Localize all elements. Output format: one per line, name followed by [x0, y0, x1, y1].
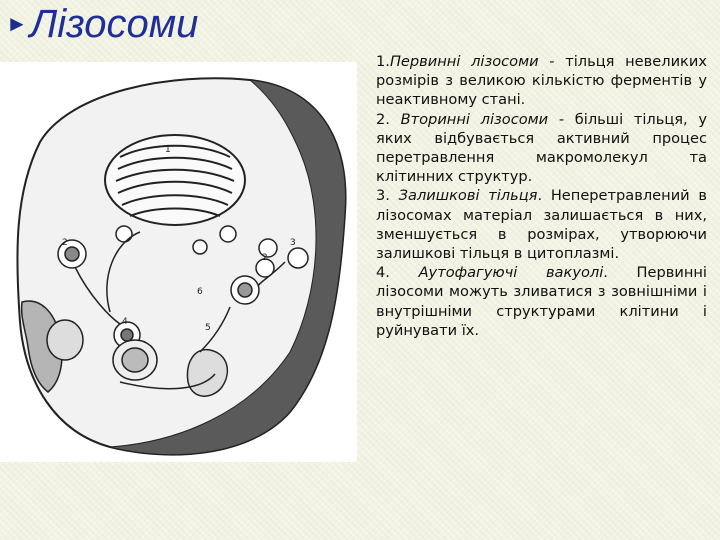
text-item: 3. Залишкові тільця. Неперетравлений в лізосомах матеріал залишається в них, зменшується в розмірах, утворюючи залишкові тільця в цитоплазмі.: [376, 187, 707, 263]
text-item: 2. Вторинні лізосоми - більші тільця, у яких відбувається активний процес перетравлення макромолекул та клітинних структур.: [376, 110, 707, 186]
bullet-arrow-icon: ►: [6, 11, 28, 36]
diagram-label: 6: [197, 287, 203, 297]
cell-diagram-svg: [0, 62, 357, 462]
diagram-label: 1: [165, 145, 171, 155]
golgi-apparatus: [105, 135, 245, 225]
diagram-label: 5: [205, 323, 211, 333]
diagram-label: 2: [62, 238, 68, 248]
text-item: 1.Первинні лізосоми - тільця невеликих розмірів з великою кількістю ферментів у неактивному стані.: [376, 53, 707, 109]
diagram-label: 3: [290, 238, 296, 248]
lysosome-cell-diagram: [0, 62, 357, 462]
diagram-label: 4: [122, 317, 128, 327]
lysosome-description: [376, 52, 707, 340]
diagram-label: 2: [262, 253, 268, 263]
text-item: 4. Аутофагуючі вакуолі. Первинні лізосоми можуть зливатися з зовнішніми і внутрішніми структурами клітини і руйнувати їх.: [376, 264, 707, 339]
slide-title: Лізосоми: [29, 2, 199, 46]
slide-title-row: [6, 2, 198, 46]
residual-body: [47, 320, 83, 360]
